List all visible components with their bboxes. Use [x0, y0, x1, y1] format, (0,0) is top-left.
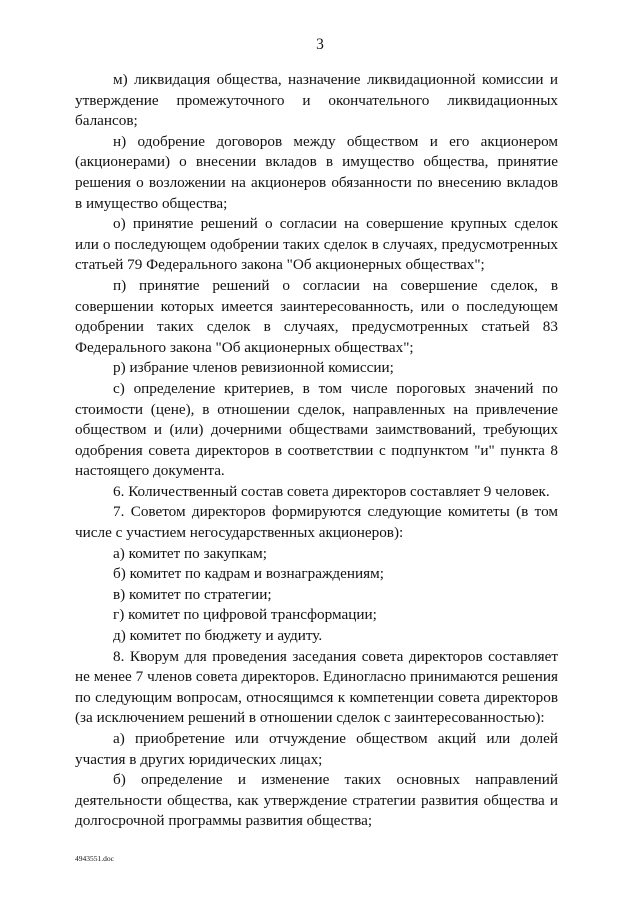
document-body [75, 70, 558, 832]
list-item-committee-procurement: а) комитет по закупкам; [113, 544, 267, 562]
paragraph-m: м) ликвидация общества, назначение ликвидационной комиссии и утверждение промежуточного и окончательного ликвидационных балансов; [75, 71, 558, 130]
list-item-committee-digital: г) комитет по цифровой трансформации; [113, 606, 377, 624]
footer-filename: 4943551.doc [75, 854, 114, 863]
page-number: 3 [316, 36, 324, 53]
paragraph-r: р) избрание членов ревизионной комиссии; [113, 359, 394, 377]
list-item-committee-hr: б) комитет по кадрам и вознаграждениям; [113, 565, 384, 583]
paragraph-7: 7. Советом директоров формируются следующие комитеты (в том числе с участием негосударственных акционеров): [75, 503, 558, 542]
list-item-committee-budget: д) комитет по бюджету и аудиту. [113, 627, 323, 645]
paragraph-n: н) одобрение договоров между обществом и его акционером (акционерами) о внесении вкладов в имущество общества, принятие решения о возложении на акционеров обязанности по внесению вкладов в имущество общества; [75, 132, 558, 212]
paragraph-6: 6. Количественный состав совета директоров составляет 9 человек. [113, 482, 550, 500]
paragraph-8: 8. Кворум для проведения заседания совета директоров составляет не менее 7 членов совета директоров. Единогласно принимаются решения по следующим вопросам, относящимся к компетенции совета директоров (за исключением решений в отношении сделок с заинтересованностью): [75, 647, 558, 727]
list-item-committee-strategy: в) комитет по стратегии; [113, 585, 272, 603]
paragraph-s: с) определение критериев, в том числе пороговых значений по стоимости (цене), в отношении сделок, направленных на привлечение обществом и (или) дочерними обществами заимствований, требующих одобрения совета директоров в соответствии с подпунктом "и" пункта 8 настоящего документа. [75, 379, 558, 480]
paragraph-o: о) принятие решений о согласии на совершение крупных сделок или о последующем одобрении таких сделок в случаях, предусмотренных статьей 79 Федерального закона "Об акционерных обществах"; [75, 215, 558, 274]
paragraph-8-b: б) определение и изменение таких основных направлений деятельности общества, как утверждение стратегии развития общества и долгосрочной программы развития общества; [75, 771, 558, 830]
paragraph-8-a: а) приобретение или отчуждение обществом акций или долей участия в других юридических лицах; [75, 730, 558, 768]
paragraph-p: п) принятие решений о согласии на совершение сделок, в совершении которых имеется заинтересованность, или о последующем одобрении таких сделок в случаях, предусмотренных статьей 83 Федерального закона "Об акционерных обществах"; [75, 276, 558, 356]
